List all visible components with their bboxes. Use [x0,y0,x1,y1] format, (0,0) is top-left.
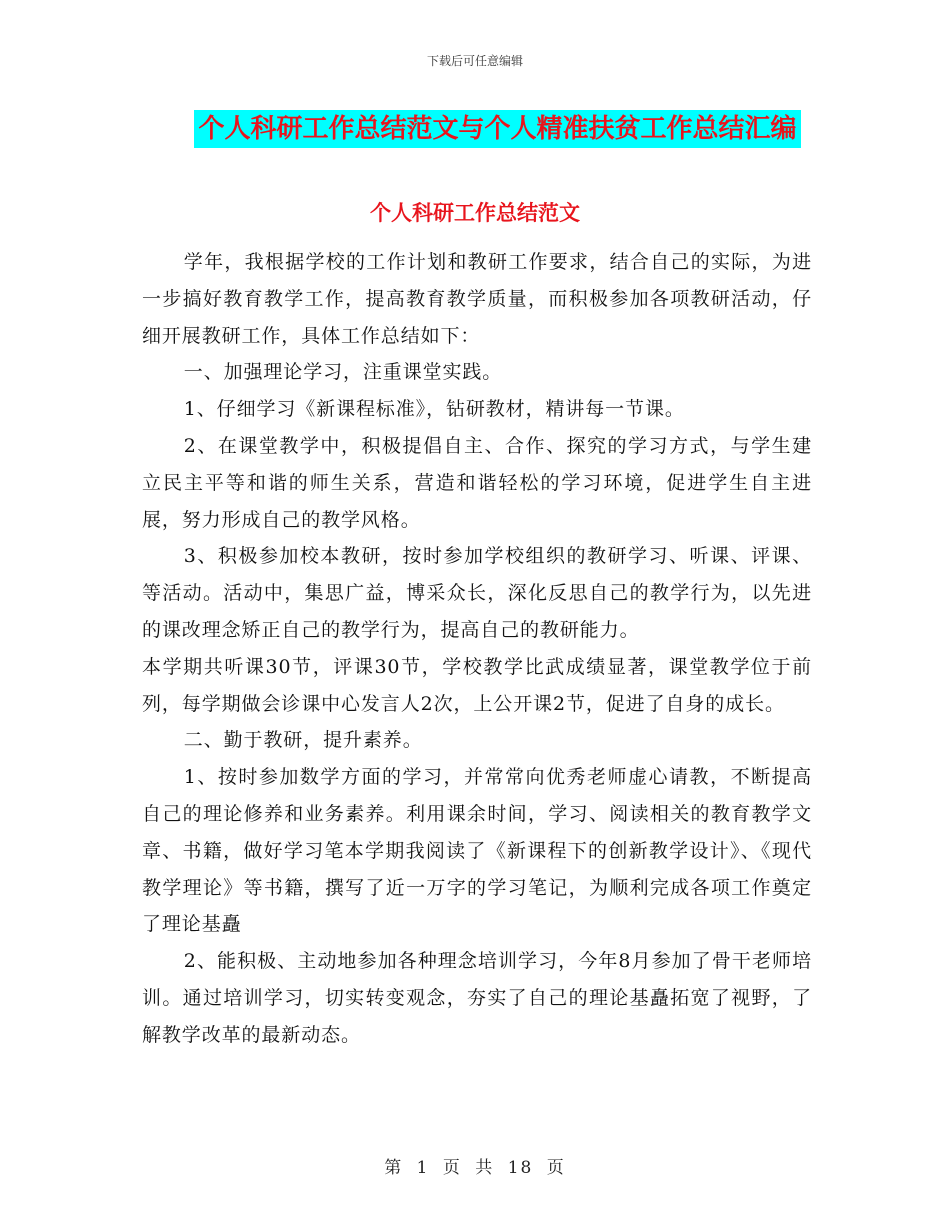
main-title-wrap [0,110,950,148]
paragraph-item-2-2: 2、能积极、主动地参加各种理念培训学习，今年8月参加了骨干老师培训。通过培训学习，切实转变观念，夯实了自己的理论基矗拓宽了视野，了解教学改革的最新动态。 [142,950,812,1046]
paragraph-item-1-2: 2、在课堂教学中，积极提倡自主、合作、探究的学习方式，与学生建立民主平等和谐的师生关系，营造和谐轻松的学习环境，促进学生自主进展，努力形成自己的教学风格。 [142,434,812,531]
heading-two: 二、勤于教研，提升素养。 [183,729,423,752]
paragraph-item-2-1: 1、按时参加数学方面的学习，并常常向优秀老师虚心请教，不断提高自己的理论修养和业务素养。利用课余时间，学习、阅读相关的教育教学文章、书籍，做好学习笔本学期我阅读了《新课程下的创新教学设计》、《现代教学理论》等书籍，撰写了近一万字的学习笔记，为顺利完成各项工作奠定了理论基矗 [142,766,812,936]
footer-page-label: 页 [442,1158,462,1178]
main-title: 个人科研工作总结范文与个人精准扶贫工作总结汇编 [194,110,800,148]
paragraph-item-1-1: 1、仔细学习《新课程标准》，钻研教材，精讲每一节课。 [183,398,685,421]
footer-suffix: 页 [546,1158,566,1178]
footer-total-pages: 18 [507,1158,534,1178]
paragraph-intro: 学年，我根据学校的工作计划和教研工作要求，结合自己的实际，为进一步搞好教育教学工作，提高教育教学质量，而积极参加各项教研活动，仔细开展教研工作，具体工作总结如下： [142,251,812,347]
paragraph-item-1-3: 3、积极参加校本教研，按时参加学校组织的教研学习、听课、评课、等活动。活动中，集思广益，博采众长，深化反思自己的教学行为，以先进的课改理念矫正自己的教学行为，提高自己的教研能力。 [142,545,812,641]
page-footer [0,1153,950,1178]
document-body [142,244,812,1054]
footer-page-number: 1 [416,1158,430,1178]
header-note: 下载后可任意编辑 [426,54,523,68]
heading-one: 一、加强理论学习，注重课堂实践。 [183,361,503,384]
footer-prefix: 第 [384,1158,404,1178]
footer-total-label: 共 [475,1158,495,1178]
paragraph-stats: 本学期共听课30节，评课30节，学校教学比武成绩显著，课堂教学位于前列，每学期做会诊课中心发言人2次，上公开课2节，促进了自身的成长。 [142,655,812,715]
section-title: 个人科研工作总结范文 [370,200,580,225]
